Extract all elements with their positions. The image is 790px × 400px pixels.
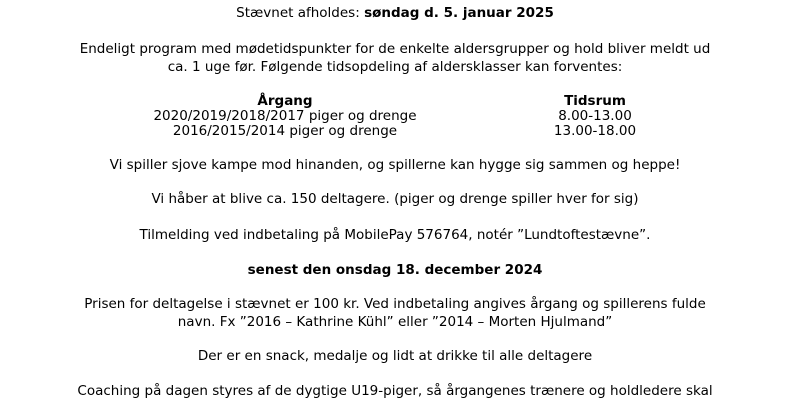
schedule-year-header: Årgang [257,93,313,109]
fun-text: Vi spiller sjove kampe mod hinanden, og spillerne kan hygge sig sammen og heppe! [109,157,681,173]
schedule-row-years: 2020/2019/2018/2017 piger og drenge [153,108,417,124]
deadline-text: senest den onsdag 18. december 2024 [247,262,543,278]
program-intro-line-1: Endeligt program med mødetidspunkter for de enkelte aldersgrupper og hold bliver meldt ud [79,41,711,57]
event-date-line [0,4,790,22]
program-intro-line-2: ca. 1 uge før. Følgende tidsopdeling af aldersklasser kan forventes: [167,59,623,75]
schedule-time-header: Tidsrum [564,93,626,109]
participants-text: Vi håber at blive ca. 150 deltagere. (piger og drenge spiller hver for sig) [151,191,639,207]
event-date: søndag d. 5. januar 2025 [364,5,554,21]
price-text-line-2: navn. Fx ”2016 – Kathrine Kühl” eller ”2014 – Morten Hjulmand” [177,314,613,330]
coaching-text: Coaching på dagen styres af de dygtige U19-piger, så årgangenes trænere og holdledere skal [77,383,713,399]
schedule-row-years: 2016/2015/2014 piger og drenge [172,123,398,139]
signup-text: Tilmelding ved indbetaling på MobilePay 576764, notér ”Lundtoftestævne”. [139,227,651,243]
schedule-row-time: 13.00-18.00 [553,123,637,139]
snack-text: Der er en snack, medalje og lidt at drikke til alle deltagere [197,348,593,364]
schedule-row-time: 8.00-13.00 [558,108,632,124]
price-text-line-1: Prisen for deltagelse i stævnet er 100 kr. Ved indbetaling angives årgang og spillerens fulde [84,296,706,312]
event-date-prefix: Stævnet afholdes: [236,5,365,21]
